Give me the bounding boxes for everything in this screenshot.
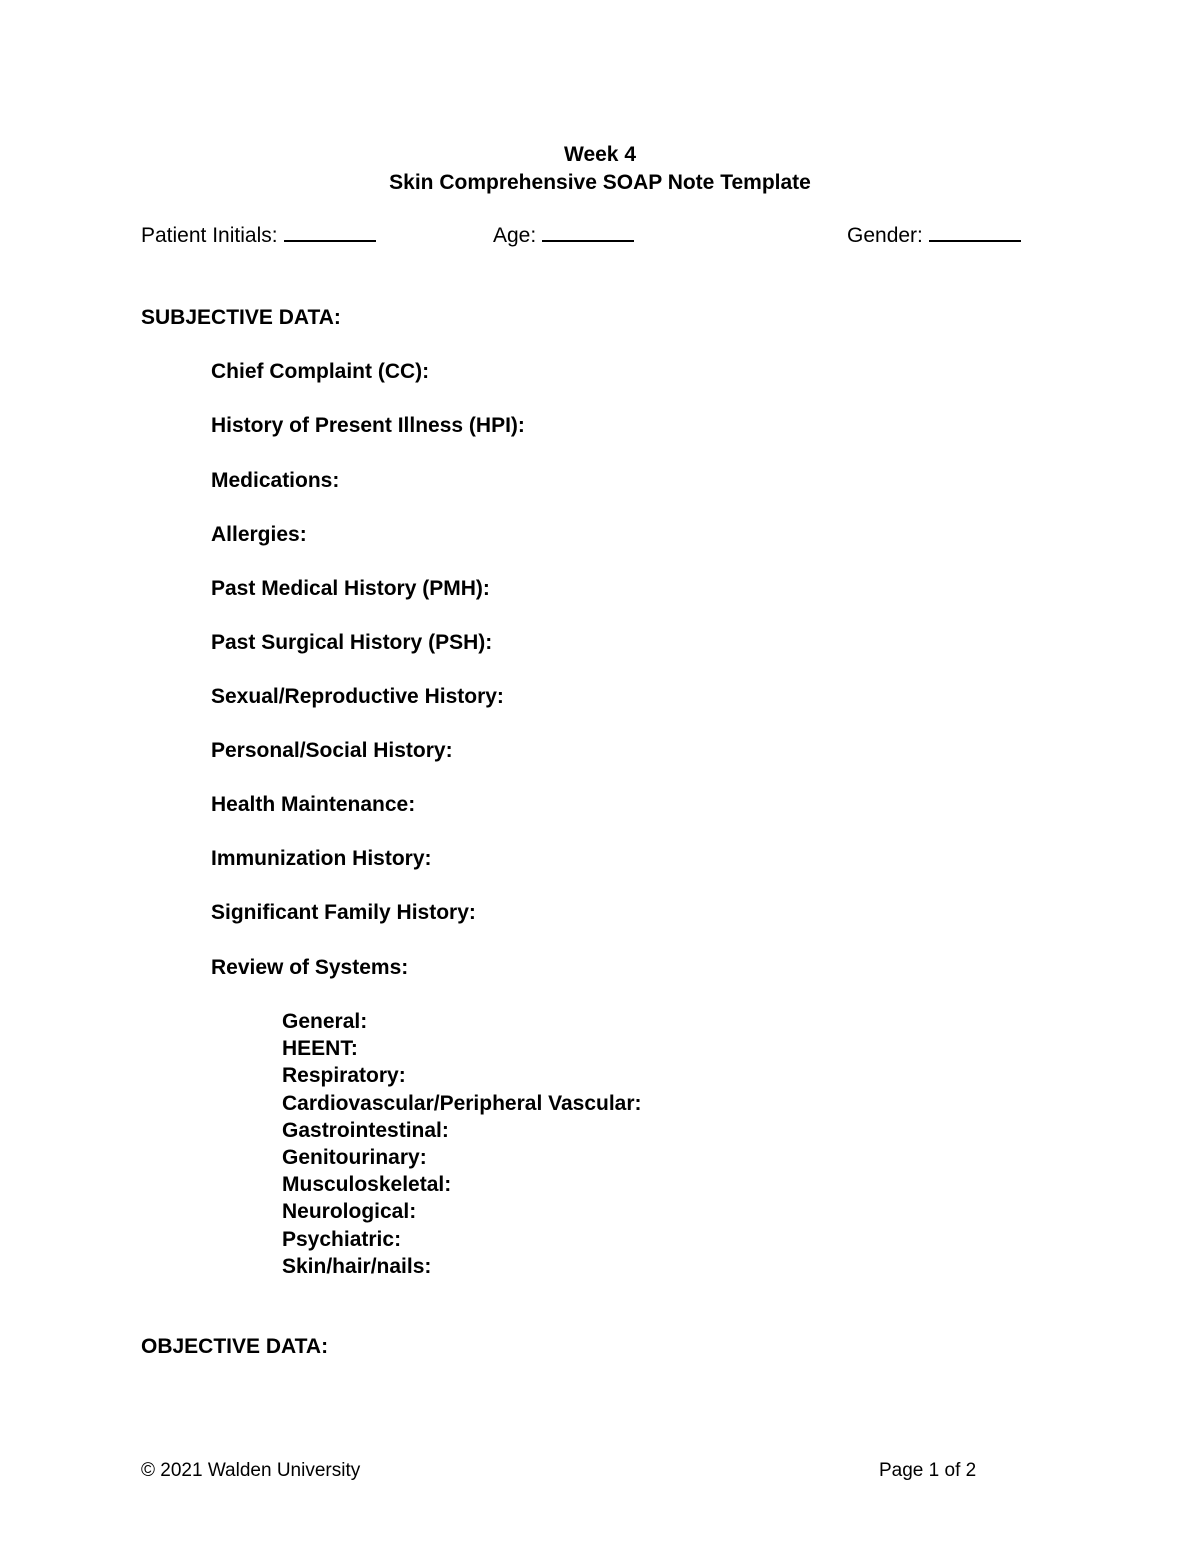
patient-initials-label: Patient Initials: (141, 224, 278, 247)
ros-genitourinary: Genitourinary: (282, 1145, 427, 1169)
document-title: Skin Comprehensive SOAP Note Template (389, 171, 811, 194)
pmh-label: Past Medical History (PMH): (211, 577, 490, 600)
family-history-label: Significant Family History: (211, 901, 476, 924)
gender-label: Gender: (847, 224, 923, 247)
review-of-systems-label: Review of Systems: (211, 956, 409, 979)
health-maintenance-label: Health Maintenance: (211, 793, 416, 816)
gender-field (847, 222, 1021, 250)
age-field (493, 222, 634, 250)
ros-gastrointestinal: Gastrointestinal: (282, 1118, 449, 1142)
hpi-label: History of Present Illness (HPI): (211, 414, 525, 437)
gender-blank[interactable] (929, 222, 1021, 242)
ros-heent: HEENT: (282, 1037, 358, 1061)
ros-neurological: Neurological: (282, 1200, 417, 1224)
footer-page-number: Page 1 of 2 (879, 1460, 977, 1481)
ros-respiratory: Respiratory: (282, 1064, 406, 1088)
medications-label: Medications: (211, 469, 340, 492)
chief-complaint-label: Chief Complaint (CC): (211, 360, 430, 383)
subjective-heading: SUBJECTIVE DATA: (141, 306, 341, 329)
review-of-systems-list (282, 1008, 642, 1280)
psh-label: Past Surgical History (PSH): (211, 631, 493, 654)
age-label: Age: (493, 224, 537, 247)
personal-social-history-label: Personal/Social History: (211, 739, 453, 762)
footer-copyright: © 2021 Walden University (141, 1460, 361, 1481)
ros-cardiovascular: Cardiovascular/Peripheral Vascular: (282, 1091, 642, 1115)
ros-musculoskeletal: Musculoskeletal: (282, 1173, 452, 1197)
immunization-history-label: Immunization History: (211, 847, 432, 870)
ros-skin-hair-nails: Skin/hair/nails: (282, 1254, 432, 1278)
patient-initials-field (141, 222, 376, 250)
patient-initials-blank[interactable] (284, 222, 376, 242)
sexual-reproductive-history-label: Sexual/Reproductive History: (211, 685, 504, 708)
ros-psychiatric: Psychiatric: (282, 1227, 402, 1251)
ros-general: General: (282, 1010, 368, 1033)
objective-heading: OBJECTIVE DATA: (141, 1335, 329, 1358)
age-blank[interactable] (542, 222, 634, 242)
allergies-label: Allergies: (211, 523, 307, 546)
week-heading: Week 4 (564, 143, 636, 166)
